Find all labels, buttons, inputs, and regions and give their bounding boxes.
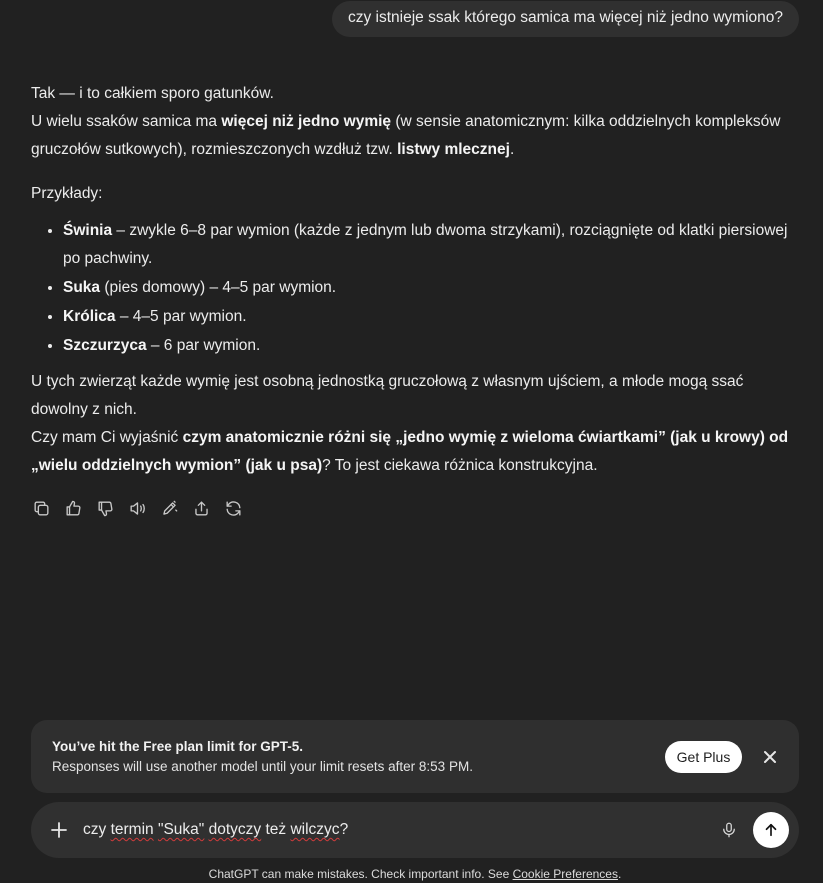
message-input[interactable] xyxy=(83,820,348,840)
list-item xyxy=(63,216,791,273)
cookie-preferences-link[interactable]: Cookie Preferences xyxy=(512,867,618,881)
answer-bold: listwy mlecznej xyxy=(397,141,510,158)
list-item-text: – zwykle 6–8 par wymion (każde z jednym lub dwoma strzykami), rozciągnięte od klatki piersiowej po pachwiny. xyxy=(63,222,788,267)
answer-paragraph xyxy=(31,424,791,480)
answer-text: U tych zwierząt każde wymię jest osobną jednostką gruczołową z własnym ujściem, a młode mogą ssać dowolny z nich. xyxy=(31,373,744,418)
thumbs-down-icon[interactable] xyxy=(94,497,116,519)
answer-text: U wielu ssaków samica ma xyxy=(31,113,222,130)
answer-text: (w sensie anatomicznym: kilka oddzielnych kompleksów gruczołów sutkowych), rozmieszczonych wzdłuż tzw. xyxy=(31,113,781,158)
read-aloud-icon[interactable] xyxy=(126,497,148,519)
list-item-text: – 6 par wymion. xyxy=(146,337,261,354)
answer-bold: czym anatomicznie różni się „jedno wymię z wieloma ćwiartkami” (jak u krowy) od „wielu oddzielnych wymion” (jak u psa) xyxy=(31,429,789,474)
input-text: czy xyxy=(83,821,111,838)
answer-intro: Tak — i to całkiem sporo gatunków. xyxy=(31,85,274,102)
user-message-text: czy istnieje ssak którego samica ma więcej niż jedno wymiono? xyxy=(347,9,783,26)
input-word-misspelled: wilczyc xyxy=(290,821,340,838)
list-item-bold: Świnia xyxy=(63,222,113,239)
list-item xyxy=(63,302,791,331)
answer-text: ? To jest ciekawa różnica konstrukcyjna. xyxy=(322,457,598,474)
list-item-bold: Suka xyxy=(63,279,101,296)
arrow-up-icon xyxy=(762,821,780,839)
footer-text: . xyxy=(617,867,622,881)
input-text: też xyxy=(261,821,291,838)
list-item-text: (pies domowy) – 4–5 par wymion. xyxy=(100,279,337,296)
answer-paragraph xyxy=(31,180,791,208)
disclaimer-footer xyxy=(0,867,823,881)
plan-limit-notice xyxy=(31,720,799,793)
examples-heading: Przykłady: xyxy=(31,185,103,202)
list-item xyxy=(63,331,791,360)
user-message-bubble xyxy=(332,1,799,37)
send-button[interactable] xyxy=(753,812,789,848)
answer-paragraph xyxy=(31,80,791,108)
get-plus-button[interactable]: Get Plus xyxy=(665,741,742,773)
answer-text: Czy mam Ci wyjaśnić xyxy=(31,429,183,446)
assistant-response xyxy=(31,80,791,480)
message-composer xyxy=(31,802,799,858)
list-item xyxy=(63,273,791,302)
answer-bold: więcej niż jedno wymię xyxy=(221,113,392,130)
response-actions xyxy=(30,497,244,519)
footer-text: ChatGPT can make mistakes. Check important info. See xyxy=(208,867,513,881)
answer-text: . xyxy=(509,141,515,158)
limit-subtitle: Responses will use another model until your limit resets after 8:53 PM. xyxy=(52,759,473,774)
copy-icon[interactable] xyxy=(30,497,52,519)
share-icon[interactable] xyxy=(190,497,212,519)
regenerate-icon[interactable] xyxy=(222,497,244,519)
thumbs-up-icon[interactable] xyxy=(62,497,84,519)
input-word-misspelled: termin xyxy=(110,821,154,838)
input-word-misspelled: dotyczy xyxy=(208,821,262,838)
input-word-misspelled: "Suka" xyxy=(157,821,205,838)
list-item-bold: Szczurzyca xyxy=(63,337,147,354)
examples-list xyxy=(31,216,791,360)
plus-icon[interactable] xyxy=(48,819,70,841)
close-icon[interactable] xyxy=(760,747,780,767)
microphone-icon[interactable] xyxy=(719,820,739,840)
input-text: ? xyxy=(339,821,349,838)
answer-paragraph xyxy=(31,368,791,424)
limit-title: You’ve hit the Free plan limit for GPT-5. xyxy=(52,739,304,754)
list-item-text: – 4–5 par wymion. xyxy=(115,308,247,325)
answer-paragraph xyxy=(31,108,791,164)
list-item-bold: Królica xyxy=(63,308,116,325)
edit-icon[interactable] xyxy=(158,497,180,519)
